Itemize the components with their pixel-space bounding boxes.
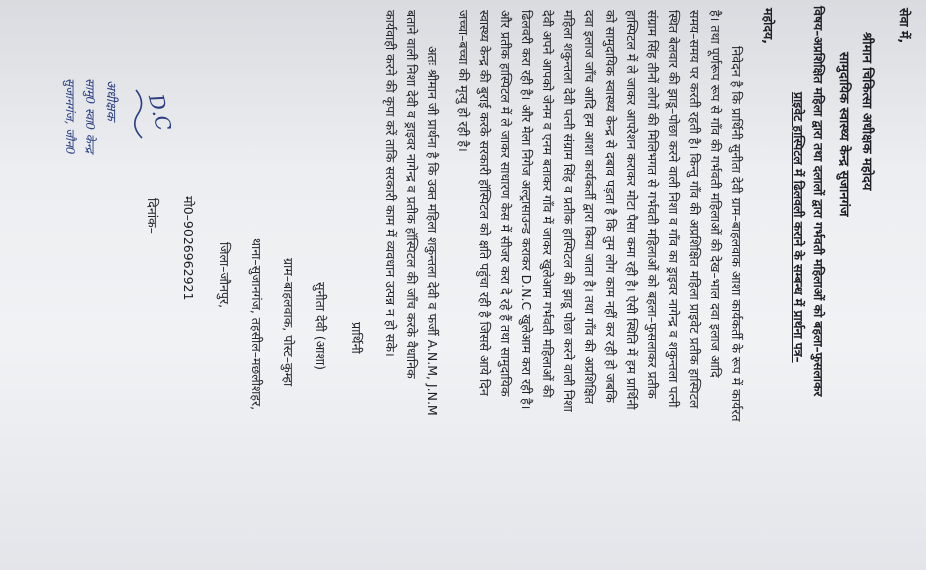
sender-thana: थाना–सुजानगंज, तहसील–मछलीशहर, <box>249 238 264 411</box>
date-label: दिनांक– <box>145 198 160 234</box>
paragraph-line: है। तथा पूर्णरूप रूप से गाँव की गर्भवती महिलाओं की देख–भाल दवा इलाज आदि <box>708 10 723 378</box>
signature-stroke <box>130 88 148 140</box>
paragraph-line: स्वास्थ्य केन्द्र की बुराई करके सरकारी हॉस्पिटल को क्षति पहुंचा रही है जिससे आये दिन <box>477 10 492 396</box>
paragraph-line: समय–समय पर करती रहती है। किन्तु गाँव की अप्रशिक्षित महिला प्राइवेट प्रतीक हास्पिटल <box>687 10 702 409</box>
annotation-title: अधीक्षक <box>103 80 118 121</box>
sender-name: सुनीता देवी (आशा) <box>313 282 328 371</box>
signoff: प्रार्थिनी <box>349 322 364 354</box>
paragraph-line: अतः श्रीमान जी प्रार्थना है कि उक्त महिला शकुन्तला देवी व फर्जी A.N.M, J.N.M <box>425 46 440 416</box>
paragraph-line: दवा इलाज जाँच आदि हम आशा कार्यकर्ती द्वारा किया जाता है। तथा गाँव की अप्रशिक्षित <box>582 10 597 404</box>
annotation-place: सुजानगंज, जौन0 <box>63 78 77 155</box>
addressee: श्रीमान चिकित्सा अधीक्षक महोदय <box>859 32 874 191</box>
addressee-office: सामुदायिक स्वास्थ्य केन्द्र सुजानगंज <box>836 52 851 217</box>
sender-district: जिला–जौनपुर, <box>217 242 232 309</box>
paragraph-line: और प्रतीक हास्पिटल में ले जाकर साधारण केस में सीजर करा दे रहे हैं तथा सामुदायिक <box>498 10 513 397</box>
paragraph-line: ढिलवरी करा रही है। और मेला निगेज अल्ट्रासाउन्ड कराकर D.N.C खुलेआम करा रही है। <box>519 10 534 410</box>
sender-mobile: मो0–9026962921 <box>181 196 196 301</box>
paragraph-line: कार्यवाही करने की कृपा करें ताकि सरकारी काम में व्यवधान उत्पन्न न हो सके। <box>383 10 398 357</box>
initials: D.C <box>143 91 177 134</box>
paragraph-line: निवेदन है कि प्रार्थिनी सुनीता देवी ग्राम–बाहलवाक आशा कार्यकर्ती के रूप में कार्यरत <box>729 46 744 422</box>
paragraph-line: स्थित बेलवार की झाडू–पोछा करने वाली निशा व गाँव का ड्राइवर नागेन्द्र व शकुन्तला पत्नी <box>666 10 681 408</box>
paragraph-line: जच्चा–बच्चा की मृत्यु हो रही है। <box>456 10 471 152</box>
paragraph-line: को सामुदायिक स्वास्थ्य केन्द्र से दबाव पड़ता है कि तुम लोग काम नहीं कर रही हो जबकि <box>603 10 618 403</box>
subject-line-1: विषय–अप्रशिक्षित महिला द्वारा तथा दलालों द्वारा गर्भवती महिलाओं को बहला–फुसलाकर <box>811 6 825 397</box>
subject-line-2: प्राइवेट हास्पिटल में ढिलवली कराने के सम्बन्ध में प्रार्थना पत्र– <box>791 92 805 363</box>
paragraph-line: देवी अपने आपको जेनम व एनम बताकर गाँव में जाकर खुलेआम गर्भवती महिलाओं की <box>540 10 555 398</box>
salutation-to: सेवा में, <box>897 8 912 44</box>
paragraph-line: हास्पिटल में ले जाकर आपरेशन कराकर मोटा पैसा कमा रही है। ऐसी स्थिति में हम प्रार्थिनी <box>624 10 639 410</box>
paragraph-line: संग्राम सिंह तीनों लोगों की मिलिभगत से गर्भवती महिलाओं को बहला–फुसलाकर प्रतीक <box>645 10 660 399</box>
paragraph-line: बताने वाली निशा देवी व ड्राइवर नागेन्द्र व प्रतीक हॉस्पिटल की जाँच करके वैधानिक <box>404 10 419 379</box>
annotation-office: सामु0 स्वा0 केन्द्र <box>83 78 97 154</box>
greeting: महोदय, <box>761 8 776 44</box>
paragraph-line: महिला शकुन्तला देवी पत्नी संग्राम सिंह व प्रतीक हास्पिटल की झाडू पोछा करने वाली निशा <box>561 10 576 412</box>
sender-village: ग्राम–बाहलवाक, पोस्ट–कुम्हा <box>281 258 296 387</box>
